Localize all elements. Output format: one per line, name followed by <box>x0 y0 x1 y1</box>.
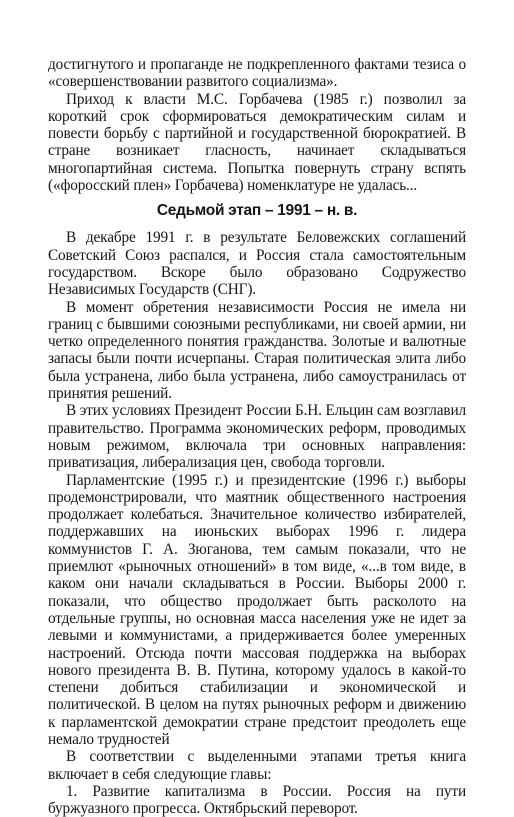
section-heading: Седьмой этап – 1991 – н. в. <box>156 202 358 220</box>
paragraph-gorbachev: Приход к власти М.С. Горбачева (1985 г.) позволил за короткий срок сформироваться демократическим силам и повести борьбу с партийной и государственной бюрократией. В стране возникает гласность, начинает складываться многопартийная система. Попытка повернуть страну вспять («форосский плен» Горбачева) номенклатуре не удалась... <box>48 90 466 195</box>
paragraph-independence: В момент обретения независимости Россия не имела ни границ с бывшими союзными республиками, ни своей армии, ни четко определенного понятия гражданства. Золотые и валютные запасы были почти исчерпаны. Старая политическая элита либо была устранена, либо была устранена, либо самоустранилась от принятия решений. <box>48 298 466 403</box>
paragraph-yeltsin: В этих условиях Президент России Б.Н. Ельцин сам возглавил правительство. Программа экономических реформ, проводимых новым режимом, включала три основных направления: приватизация, либерализация цен, свобода торговли. <box>48 402 466 472</box>
document-page <box>48 56 466 817</box>
paragraph-belovezh: В декабре 1991 г. в результате Беловежских соглашений Советский Союз распался, и Россия стала самостоятельным государством. Вскоре было образовано Содружество Независимых Государств (СНГ). <box>48 229 466 299</box>
paragraph-elections: Парламентские (1995 г.) и президентские (1996 г.) выборы продемонстрировали, что маятник общественного настроения продолжает колебаться. Значительное количество избирателей, поддержавших на июньских выборах 1996 г. лидера коммунистов Г. А. Зюганова, тем самым показали, что не приемлют «рыночных отношений» в том виде, «...в том виде, в каком они начали складываться в России. Выборы 2000 г. показали, что общество продолжает быть расколото на отдельные группы, но основная масса населения уже не идет за левыми и коммунистами, а придерживается более умеренных настроений. Отсюда почти массовая поддержка на выборах нового президента В. В. Путина, которому удалось в какой-то степени добиться стабилизации и экономической и политической. В целом на путях рыночных реформ и движению к парламентской демократии стране предстоит преодолеть еще немало трудностей <box>48 471 466 748</box>
paragraph-chapters-intro: В соответствии с выделенными этапами третья книга включает в себя следующие главы: <box>48 748 466 783</box>
paragraph-chapter-1: 1. Развитие капитализма в России. Россия на пути буржуазного прогресса. Октябрьский переворот. <box>48 782 466 817</box>
paragraph-continuation: достигнутого и пропаганде не подкрепленного фактами тезиса о «совершенствовании развитого социализма». <box>48 56 466 91</box>
